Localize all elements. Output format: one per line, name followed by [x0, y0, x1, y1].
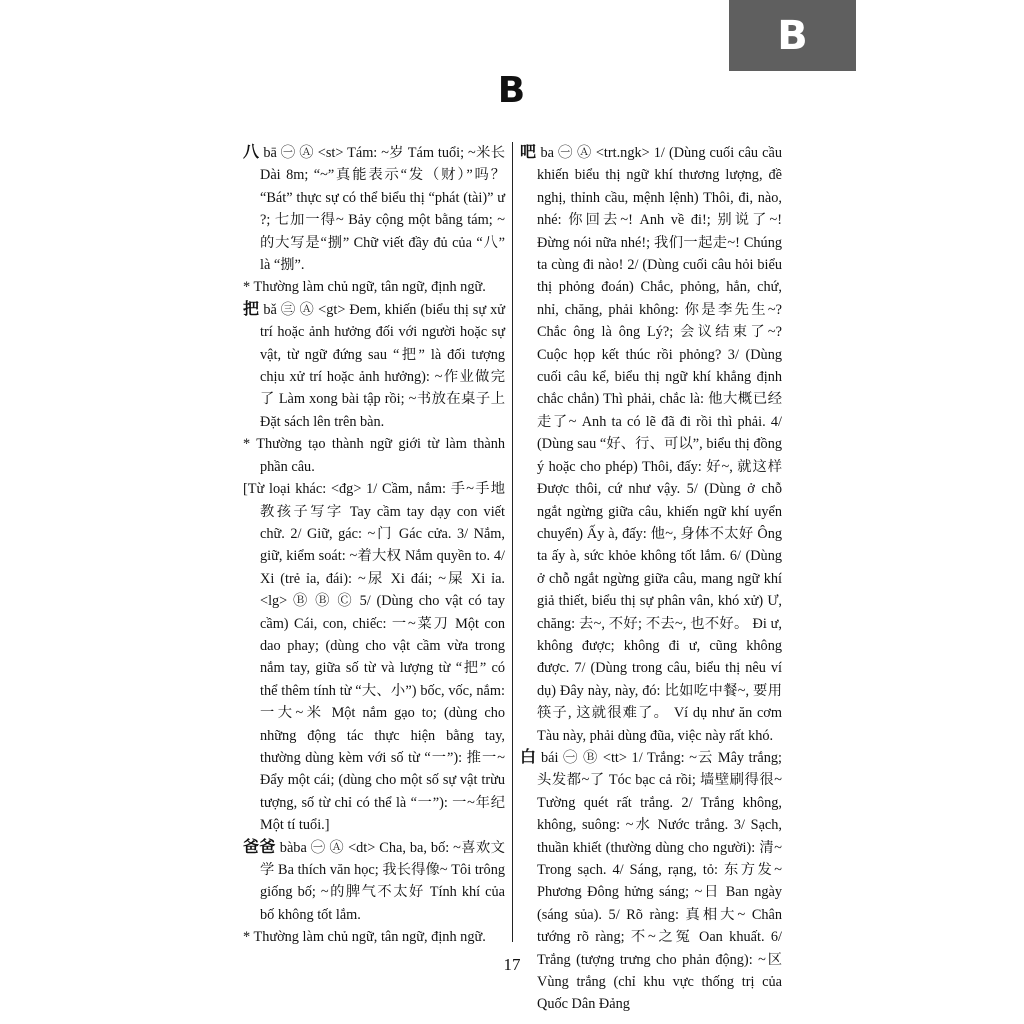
- entry-headword: 爸爸: [243, 838, 276, 856]
- entry-definition: bàba ㊀ Ⓐ <dt> Cha, ba, bố: ~喜欢文学 Ba thích văn học; 我长得像~ Tôi trông giống bố; ~的脾气不太好 Tính khí của bố không tốt lắm.: [260, 839, 505, 923]
- usage-note: * Thường làm chủ ngữ, tân ngữ, định ngữ.: [243, 279, 486, 296]
- page-number: 17: [503, 955, 521, 974]
- section-tab: [729, 0, 856, 71]
- usage-note: * Thường làm chủ ngữ, tân ngữ, định ngữ.: [243, 929, 486, 946]
- dictionary-entry: [520, 747, 782, 1016]
- left-column: [243, 142, 505, 946]
- section-heading: B: [497, 70, 527, 111]
- dictionary-entry: [243, 299, 505, 433]
- dictionary-entry: [243, 142, 505, 276]
- dictionary-entry: [520, 142, 782, 747]
- entry-headword: 白: [520, 748, 538, 766]
- right-column: [520, 142, 782, 1013]
- entry-definition: ba ㊀ Ⓐ <trt.ngk> 1/ (Dùng cuối câu cầu khiến biểu thị ngữ khí thương lượng, đề nghị, thỉnh cầu, mệnh lệnh) Thôi, đi, nào, nhé: 你回去~! Anh về đi!; 别说了~! Đừng nói nữa nhé!; 我们一起走~! Chúng ta cùng đi nào! 2/ (Dùng cuối câu hỏi biểu thị phỏng đoán) Chắc, phỏng, hẳn, chứ, nhỉ, chăng, phải không: 你是李先生~? Chắc ông là ông Lý?; 会议结束了~? Cuộc họp kết thúc rồi phỏng? 3/ (Dùng cuối câu kể, biểu thị ngữ khí khẳng định chắc chắn) Thì phải, chắc là: 他大概已经走了~ Anh ta có lẽ đã đi rồi thì phải. 4/ (Dùng sau “好、行、可以”, biểu thị đồng ý hoặc cho phép) Thôi, đấy: 好~, 就这样 Được thôi, cứ như vậy. 5/ (Dùng ở chỗ ngắt ngừng giữa câu, khiến ngữ khí uyển chuyển) Ấy à, đấy: 他~, 身体不太好 Ông ta ấy à, sức khỏe không tốt lắm. 6/ (Dùng ở chỗ ngắt ngừng giữa câu, mang ngữ khí giả thiết, biểu thị sự phân vân, khó xử) Ư, chăng: 去~, 不好; 不去~, 也不好。 Đi ư, không được; không đi ư, cũng không được. 7/ (Dùng trong câu, biểu thị nêu ví dụ) Đây này, này, đó: 比如吃中餐~, 要用筷子, 这就很难了。 Ví dụ như ăn cơm Tàu này, phải dùng đũa, việc này rất khó.: [537, 145, 782, 744]
- dictionary-entry: [243, 837, 505, 927]
- entry-headword: 把: [243, 300, 260, 318]
- other-word-classes: [Từ loại khác: <đg> 1/ Cầm, nắm: 手~手地教孩子写字 Tay cầm tay dạy con viết chữ. 2/ Giữ, gác: ~门 Gác cửa. 3/ Nắm, giữ, kiểm soát: ~着大权 Nắm quyền to. 4/ Xi (trẻ ỉa, đái): ~尿 Xi đái; ~屎 Xi ỉa. <lg> Ⓑ Ⓑ Ⓒ 5/ (Dùng cho vật có tay cầm) Cái, con, chiếc: 一~菜刀 Một con dao phay; (dùng cho vật cầm vừa trong nắm tay, giữa số từ và lượng từ “把” có thể thêm tính từ “大、小”) bốc, vốc, nắm: 一大~米 Một nắm gạo to; (dùng cho những động tác thực hiện bằng tay, thường dùng kèm với số từ “一”): 推一~ Đẩy một cái; (dùng cho một số sự vật trừu tượng, số từ chỉ có thể là “一”): 一~年纪 Một tí tuổi.]: [243, 481, 505, 834]
- section-tab-letter: B: [777, 12, 808, 59]
- entry-definition: bái ㊀ Ⓑ <tt> 1/ Trắng: ~云 Mây trắng; 头发都~了 Tóc bạc cả rồi; 墙壁刷得很~ Tường quét rất trắng. 2/ Trắng không, không, suông: ~水 Nước trắng. 3/ Sạch, thuần khiết (thường dùng cho người): 清~ Trong sạch. 4/ Sáng, rạng, tỏ: 东方发~ Phương Đông hửng sáng; ~日 Ban ngày (sáng sủa). 5/ Rõ ràng: 真相大~ Chân tướng rõ ràng; 不~之冤 Oan khuất. 6/ Trắng (tượng trưng cho phản động): ~区 Vùng trắng (chỉ khu vực thống trị của Quốc Dân Đảng: [537, 749, 782, 1013]
- entry-headword: 八: [243, 144, 260, 161]
- entry-definition: bā ㊀ Ⓐ <st> Tám: ~岁 Tám tuổi; ~米长 Dài 8m; “~”真能表示“发（财）”吗？ “Bát” thực sự có thể biểu thị “phát (tài)” ư ?; 七加一得~ Bảy cộng một bằng tám; ~的大写是“捌” Chữ viết đầy đủ của “八” là “捌”.: [260, 145, 505, 274]
- entry-definition: bǎ ㊂ Ⓐ <gt> Đem, khiến (biểu thị sự xử trí hoặc ảnh hưởng đối với người hoặc sự vật, từ ngữ đứng sau “把” là đối tượng chịu xử trí hoặc ảnh hưởng): ~作业做完了 Làm xong bài tập rồi; ~书放在桌子上 Đặt sách lên trên bàn.: [260, 301, 505, 430]
- usage-note: * Thường tạo thành ngữ giới từ làm thành phần câu.: [243, 436, 505, 475]
- column-divider: [512, 142, 513, 942]
- entry-headword: 吧: [520, 144, 537, 161]
